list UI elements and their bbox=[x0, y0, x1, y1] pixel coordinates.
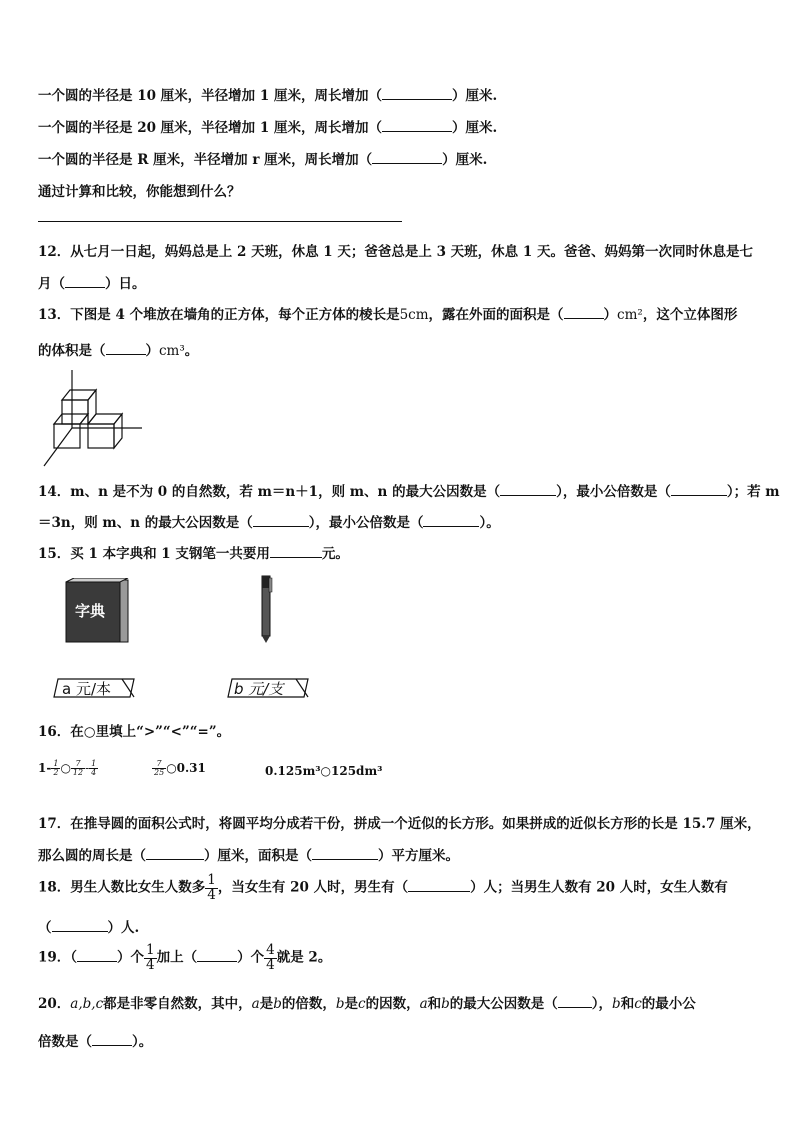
q16-item2 bbox=[152, 760, 206, 777]
q17-line1: 17．在推导圆的面积公式时，将圆平均分成若干份，拼成一个近似的长方形。如果拼成的近似长方形的长是 15.7 厘米， bbox=[38, 816, 761, 832]
var-b: b bbox=[273, 996, 282, 1012]
denominator: 4 bbox=[91, 768, 97, 777]
variables: a,b,c bbox=[70, 996, 104, 1012]
fraction bbox=[264, 944, 277, 972]
q17-text-c: ）平方厘米。 bbox=[378, 848, 459, 864]
answer-blank[interactable] bbox=[382, 117, 452, 132]
q14-line1 bbox=[38, 480, 780, 500]
denominator: 25 bbox=[154, 768, 165, 777]
cube-stack-figure bbox=[38, 368, 148, 468]
q18-text-e: ）人. bbox=[107, 920, 140, 936]
q20-text-k: 的最小公 bbox=[641, 996, 696, 1012]
answer-blank[interactable] bbox=[146, 845, 204, 860]
answer-blank[interactable] bbox=[52, 917, 108, 932]
answer-blank[interactable] bbox=[558, 993, 592, 1008]
answer-blank[interactable] bbox=[270, 543, 322, 558]
q11-line2-text: 一个圆的半径是 20 厘米，半径增加 1 厘米，周长增加（ bbox=[38, 120, 382, 136]
q15-text: 15．买 1 本字典和 1 支钢笔一共要用 bbox=[38, 546, 270, 562]
fraction bbox=[71, 760, 85, 777]
q15-line bbox=[38, 542, 349, 562]
var-a: a bbox=[251, 996, 260, 1012]
answer-blank[interactable] bbox=[312, 845, 378, 860]
denominator: 4 bbox=[146, 956, 155, 973]
q20-text-e: 是 bbox=[344, 996, 359, 1012]
q16-item1 bbox=[38, 760, 98, 777]
q13-text-d: ，这个立体图形 bbox=[642, 307, 738, 323]
answer-blank[interactable] bbox=[65, 273, 105, 288]
edge-length: 5cm bbox=[399, 307, 429, 323]
q14-text-b: ），最小公倍数是（ bbox=[556, 484, 671, 500]
answer-blank[interactable] bbox=[197, 947, 237, 962]
q14-text-c: ）；若 m bbox=[726, 484, 780, 500]
q11-line3-end: ）厘米. bbox=[442, 152, 488, 168]
q11-line1-end: ）厘米. bbox=[451, 88, 498, 104]
q16-item2-rest: ○0.31 bbox=[166, 761, 206, 775]
q20-text-d: 的倍数， bbox=[281, 996, 336, 1012]
fraction bbox=[152, 760, 166, 777]
q20-text-l: 倍数是（ bbox=[38, 1034, 92, 1050]
q17-text-b: ）厘米，面积是（ bbox=[204, 848, 312, 864]
q20-text-j: 和 bbox=[620, 996, 635, 1012]
q18-text-d: （ bbox=[38, 920, 52, 936]
answer-blank[interactable] bbox=[408, 877, 470, 892]
q15-text-end: 元。 bbox=[321, 546, 349, 562]
answer-line[interactable] bbox=[38, 221, 402, 222]
q18-line2 bbox=[38, 916, 139, 936]
q13-line1 bbox=[38, 303, 737, 323]
q19-text-e: 就是 2。 bbox=[276, 949, 332, 966]
answer-blank[interactable] bbox=[372, 149, 442, 164]
q19-text-b: ）个 bbox=[117, 949, 145, 966]
q11-line3-text: 一个圆的半径是 R 厘米，半径增加 r 厘米，周长增加（ bbox=[38, 152, 373, 168]
q20-text-h: 的最大公因数是（ bbox=[449, 996, 558, 1012]
q20-text-a: 20． bbox=[38, 996, 71, 1012]
var-c: c bbox=[358, 996, 366, 1012]
q20-line1 bbox=[38, 992, 696, 1012]
q13-text-c: ） bbox=[603, 307, 618, 323]
numerator: 4 bbox=[266, 942, 275, 958]
q16-title: 16．在○里填上“>”“<”“=”。 bbox=[38, 724, 231, 740]
q14-line2 bbox=[38, 511, 500, 531]
q13-text-f: ） bbox=[145, 343, 159, 359]
denominator: 12 bbox=[72, 768, 84, 777]
q12-line2 bbox=[38, 272, 146, 292]
q19-text-d: ）个 bbox=[237, 949, 265, 966]
answer-blank[interactable] bbox=[671, 481, 727, 496]
q18-text-a: 18．男生人数比女生人数多 bbox=[38, 879, 206, 896]
numerator: 1 bbox=[91, 759, 97, 768]
q14-text-f: ）。 bbox=[479, 515, 500, 531]
fraction bbox=[144, 944, 157, 972]
price-pen: b 元/支 bbox=[234, 680, 284, 698]
var-b: b bbox=[612, 996, 621, 1012]
fraction bbox=[89, 760, 98, 777]
var-c: c bbox=[634, 996, 642, 1012]
numerator: 1 bbox=[207, 872, 216, 888]
q20-text-i: ）， bbox=[591, 996, 613, 1012]
fraction bbox=[205, 874, 218, 902]
unit-area: cm² bbox=[617, 307, 643, 323]
q11-line1-text: 一个圆的半径是 10 厘米，半径增加 1 厘米，周长增加（ bbox=[38, 88, 382, 104]
q13-text-a: 13．下图是 4 个堆放在墙角的正方体，每个正方体的棱长是 bbox=[38, 307, 400, 323]
answer-blank[interactable] bbox=[77, 947, 117, 962]
numerator: 7 bbox=[152, 760, 166, 769]
pen-image bbox=[258, 574, 274, 644]
q18-line1 bbox=[38, 874, 728, 902]
numerator: 1 bbox=[146, 942, 155, 958]
q19-line bbox=[38, 944, 331, 972]
q11-line3 bbox=[38, 148, 487, 168]
q19-text-a: 19．（ bbox=[38, 949, 78, 966]
q11-line2-end: ）厘米. bbox=[451, 120, 498, 136]
q12-line1: 12．从七月一日起，妈妈总是上 2 天班，休息 1 天；爸爸总是上 3 天班，休息 1 天。爸爸、妈妈第一次同时休息是七 bbox=[38, 244, 753, 260]
q20-text-g: 和 bbox=[427, 996, 442, 1012]
var-b: b bbox=[441, 996, 450, 1012]
q11-line1 bbox=[38, 84, 497, 104]
minus: - bbox=[85, 761, 90, 775]
answer-blank[interactable] bbox=[423, 512, 479, 527]
answer-blank[interactable] bbox=[382, 85, 452, 100]
answer-blank[interactable] bbox=[92, 1031, 132, 1046]
compare-circle[interactable]: ○ bbox=[60, 761, 71, 775]
q20-text-c: 是 bbox=[259, 996, 274, 1012]
q14-text-d: ＝3n，则 m、n 的最大公因数是（ bbox=[38, 515, 253, 531]
answer-blank[interactable] bbox=[253, 512, 309, 527]
q20-text-f: 的因数， bbox=[365, 996, 420, 1012]
answer-blank[interactable] bbox=[500, 481, 556, 496]
q13-line2 bbox=[38, 339, 198, 359]
q16-item3: 0.125m³○125dm³ bbox=[265, 764, 383, 778]
q13-text-e: 的体积是（ bbox=[38, 343, 106, 359]
q12-line2-start: 月（ bbox=[38, 276, 65, 292]
q14-text-a: 14．m、n 是不为 0 的自然数，若 m＝n＋1，则 m、n 的最大公因数是（ bbox=[38, 484, 501, 500]
q12-line2-end: ）日。 bbox=[105, 276, 146, 292]
dictionary-label: 字典 bbox=[75, 602, 106, 620]
q13-text-b: ，露在外面的面积是（ bbox=[428, 307, 564, 323]
price-book: a 元/本 bbox=[62, 680, 112, 698]
numerator: 7 bbox=[71, 760, 85, 769]
denominator: 2 bbox=[53, 768, 59, 777]
q14-text-e: ），最小公倍数是（ bbox=[308, 515, 424, 531]
q16-lead: 1- bbox=[38, 761, 52, 775]
var-b: b bbox=[335, 996, 345, 1012]
var-a: a bbox=[419, 996, 428, 1012]
q17-text-a: 那么圆的周长是（ bbox=[38, 848, 146, 864]
q20-text-b: 都是非零自然数，其中， bbox=[103, 996, 252, 1012]
q11-line2 bbox=[38, 116, 497, 136]
q19-text-c: 加上（ bbox=[156, 949, 198, 966]
q18-text-c: ）人；当男生人数有 20 人时，女生人数有 bbox=[470, 879, 728, 896]
q18-text-b: ，当女生有 20 人时，男生有（ bbox=[217, 879, 409, 896]
unit-volume: cm³ bbox=[159, 343, 185, 359]
numerator: 1 bbox=[53, 759, 59, 768]
q20-line2 bbox=[38, 1030, 152, 1050]
q13-text-g: 。 bbox=[184, 343, 199, 359]
q11-line4: 通过计算和比较，你能想到什么？ bbox=[38, 184, 241, 200]
q20-text-m: ）。 bbox=[132, 1034, 153, 1050]
answer-blank[interactable] bbox=[564, 304, 604, 319]
q17-line2 bbox=[38, 844, 459, 864]
denominator: 4 bbox=[266, 956, 275, 973]
denominator: 4 bbox=[207, 886, 216, 903]
answer-blank[interactable] bbox=[106, 340, 146, 355]
